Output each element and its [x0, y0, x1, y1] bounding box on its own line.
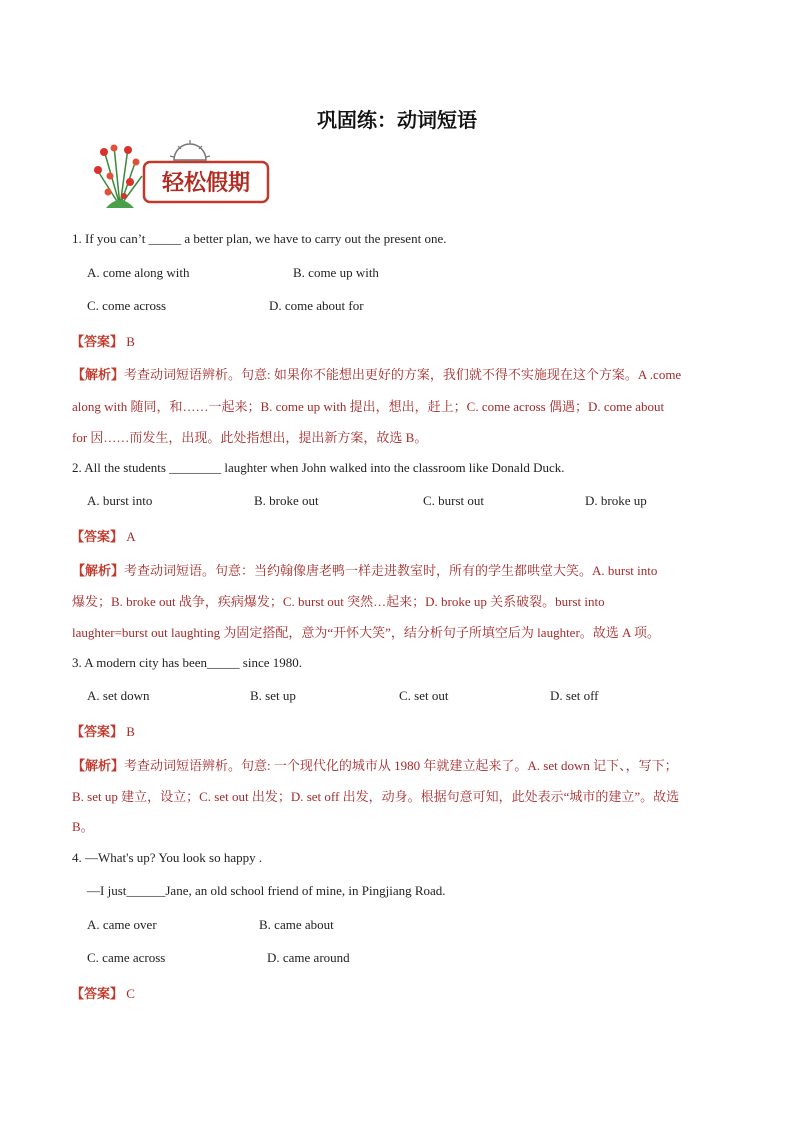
sun-icon [170, 140, 210, 160]
question-2-explanation-line-3: laughter=burst out laughting 为固定搭配，意为“开怀大笑”，结分析句子所填空后为 laughter。故选 A 项。 [72, 625, 660, 640]
question-1-option-c: C. come across [87, 298, 167, 313]
page-title: 巩固练：动词短语 [317, 108, 477, 132]
question-1-option-d: D. come about for [269, 298, 364, 313]
question-2-option-d: D. broke up [585, 493, 647, 508]
question-2-option-b: B. broke out [254, 493, 319, 508]
question-3-stem: 3. A modern city has been_____ since 1980. [72, 655, 302, 670]
question-3-explanation-line-1: 【解析】考查动词短语辨析。句意: 一个现代化的城市从 1980 年就建立起来了。A. set down 记下、，写下； [72, 758, 678, 773]
question-4-stem-reply: —I just______Jane, an old school friend of mine, in Pingjiang Road. [87, 883, 446, 898]
question-2-explanation-line-1: 【解析】考查动词短语。句意：当约翰像唐老鸭一样走进教室时，所有的学生都哄堂大笑。A. burst into [72, 563, 658, 578]
question-1-option-a: A. come along with [87, 265, 190, 280]
question-2-option-a: A. burst into [87, 493, 153, 508]
banner-text: 轻松假期 [161, 171, 251, 196]
question-3-option-a: A. set down [87, 688, 150, 703]
question-2-answer: 【答案】 A [71, 529, 136, 544]
question-3-option-b: B. set up [250, 688, 296, 703]
question-1-explanation-line-3: for 因……而发生，出现。此处指想出，提出新方案，故选 B。 [72, 430, 428, 445]
question-2-explanation-line-2: 爆发；B. broke out 战争，疾病爆发；C. burst out 突然…起来；D. broke up 关系破裂。burst into [72, 594, 605, 609]
question-3-option-d: D. set off [550, 688, 599, 703]
question-3-explanation-line-2: B. set up 建立，设立；C. set out 出发；D. set off 出发，动身。根据句意可知，此处表示“城市的建立”。故选 [72, 789, 680, 804]
question-3-explanation-line-3: B。 [72, 819, 94, 834]
flower-plant-icon [94, 145, 142, 209]
question-4-option-b: B. came about [259, 917, 334, 932]
question-4-stem: 4. —What's up? You look so happy . [72, 850, 263, 865]
question-2-option-c: C. burst out [423, 493, 485, 508]
question-4-option-d: D. came around [267, 950, 350, 965]
question-4-answer: 【答案】 C [71, 986, 135, 1001]
question-1-stem: 1. If you can’t _____ a better plan, we have to carry out the present one. [72, 231, 447, 246]
question-3-option-c: C. set out [399, 688, 449, 703]
question-1-option-b: B. come up with [293, 265, 379, 280]
question-3-answer: 【答案】 B [71, 724, 135, 739]
question-4-option-a: A. came over [87, 917, 157, 932]
question-2-stem: 2. All the students ________ laughter when John walked into the classroom like Donald Duck. [72, 460, 565, 475]
question-4-option-c: C. came across [87, 950, 166, 965]
question-1-explanation-line-1: 【解析】考查动词短语辨析。句意: 如果你不能想出更好的方案，我们就不得不实施现在这个方案。A .come [72, 367, 682, 382]
question-1-answer: 【答案】 B [71, 334, 135, 349]
holiday-banner-illustration [84, 140, 274, 210]
question-1-explanation-line-2: along with 随同，和……一起来；B. come up with 提出，想出，赶上；C. come across 偶遇；D. come about [72, 399, 665, 414]
